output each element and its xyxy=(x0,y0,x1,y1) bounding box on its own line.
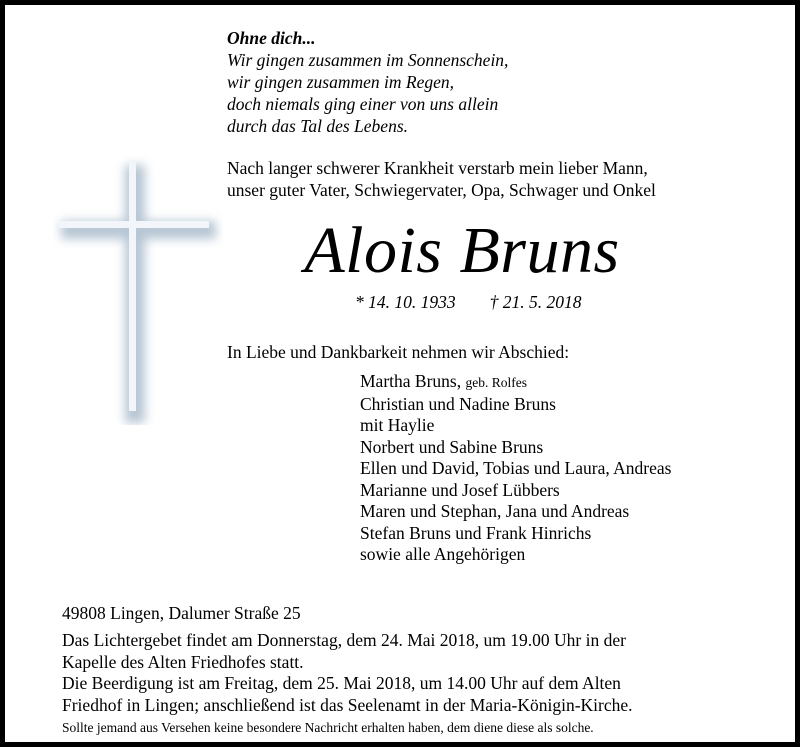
death-date: † 21. 5. 2018 xyxy=(489,292,582,312)
info-line: Friedhof in Lingen; anschließend ist das Seelenamt in der Maria-Königin-Kirche. xyxy=(62,694,633,715)
footnote: Sollte jemand aus Versehen keine besondere Nachricht erhalten haben, dem diene diese als solche. xyxy=(62,720,594,735)
poem-line: Wir gingen zusammen im Sonnenschein, xyxy=(227,50,509,70)
info-line: Das Lichtergebet findet am Donnerstag, dem 24. Mai 2018, um 19.00 Uhr in der xyxy=(62,630,626,650)
service-info xyxy=(62,630,633,716)
family-list xyxy=(360,371,671,566)
family-member: Stefan Bruns und Frank Hinrichs xyxy=(360,522,592,543)
family-member: sowie alle Angehörigen xyxy=(360,544,526,564)
intro-line: Nach langer schwerer Krankheit verstarb mein lieber Mann, xyxy=(227,158,648,178)
maiden-name: geb. Rolfes xyxy=(465,375,527,390)
farewell-line: In Liebe und Dankbarkeit nehmen wir Abschied: xyxy=(227,342,570,362)
intro-text xyxy=(227,157,656,201)
life-dates xyxy=(355,291,582,313)
birth-date: * 14. 10. 1933 xyxy=(355,292,456,312)
info-line: Die Beerdigung ist am Freitag, dem 25. Mai 2018, um 14.00 Uhr auf dem Alten xyxy=(62,673,621,693)
poem-line: wir gingen zusammen im Regen, xyxy=(227,72,454,92)
poem-line: durch das Tal des Lebens. xyxy=(227,116,409,136)
poem-line: doch niemals ging einer von uns allein xyxy=(227,94,499,114)
family-member: Ellen und David, Tobias und Laura, Andreas xyxy=(360,458,672,478)
info-line: Kapelle des Alten Friedhofes statt. xyxy=(62,651,304,672)
deceased-name: Alois Bruns xyxy=(304,214,620,287)
family-member: Norbert und Sabine Bruns xyxy=(360,436,544,457)
address: 49808 Lingen, Dalumer Straße 25 xyxy=(62,603,301,623)
poem-title: Ohne dich... xyxy=(227,28,316,48)
family-member-name: Martha Bruns, xyxy=(360,371,462,391)
family-member: Christian und Nadine Bruns xyxy=(360,393,556,414)
cross-icon xyxy=(53,155,223,425)
poem xyxy=(227,27,508,137)
family-member: mit Haylie xyxy=(360,415,435,435)
intro-line: unser guter Vater, Schwiegervater, Opa, Schwager und Onkel xyxy=(227,180,656,200)
family-member: Maren und Stephan, Jana und Andreas xyxy=(360,501,630,521)
family-member: Marianne und Josef Lübbers xyxy=(360,479,560,500)
family-member xyxy=(360,371,671,394)
